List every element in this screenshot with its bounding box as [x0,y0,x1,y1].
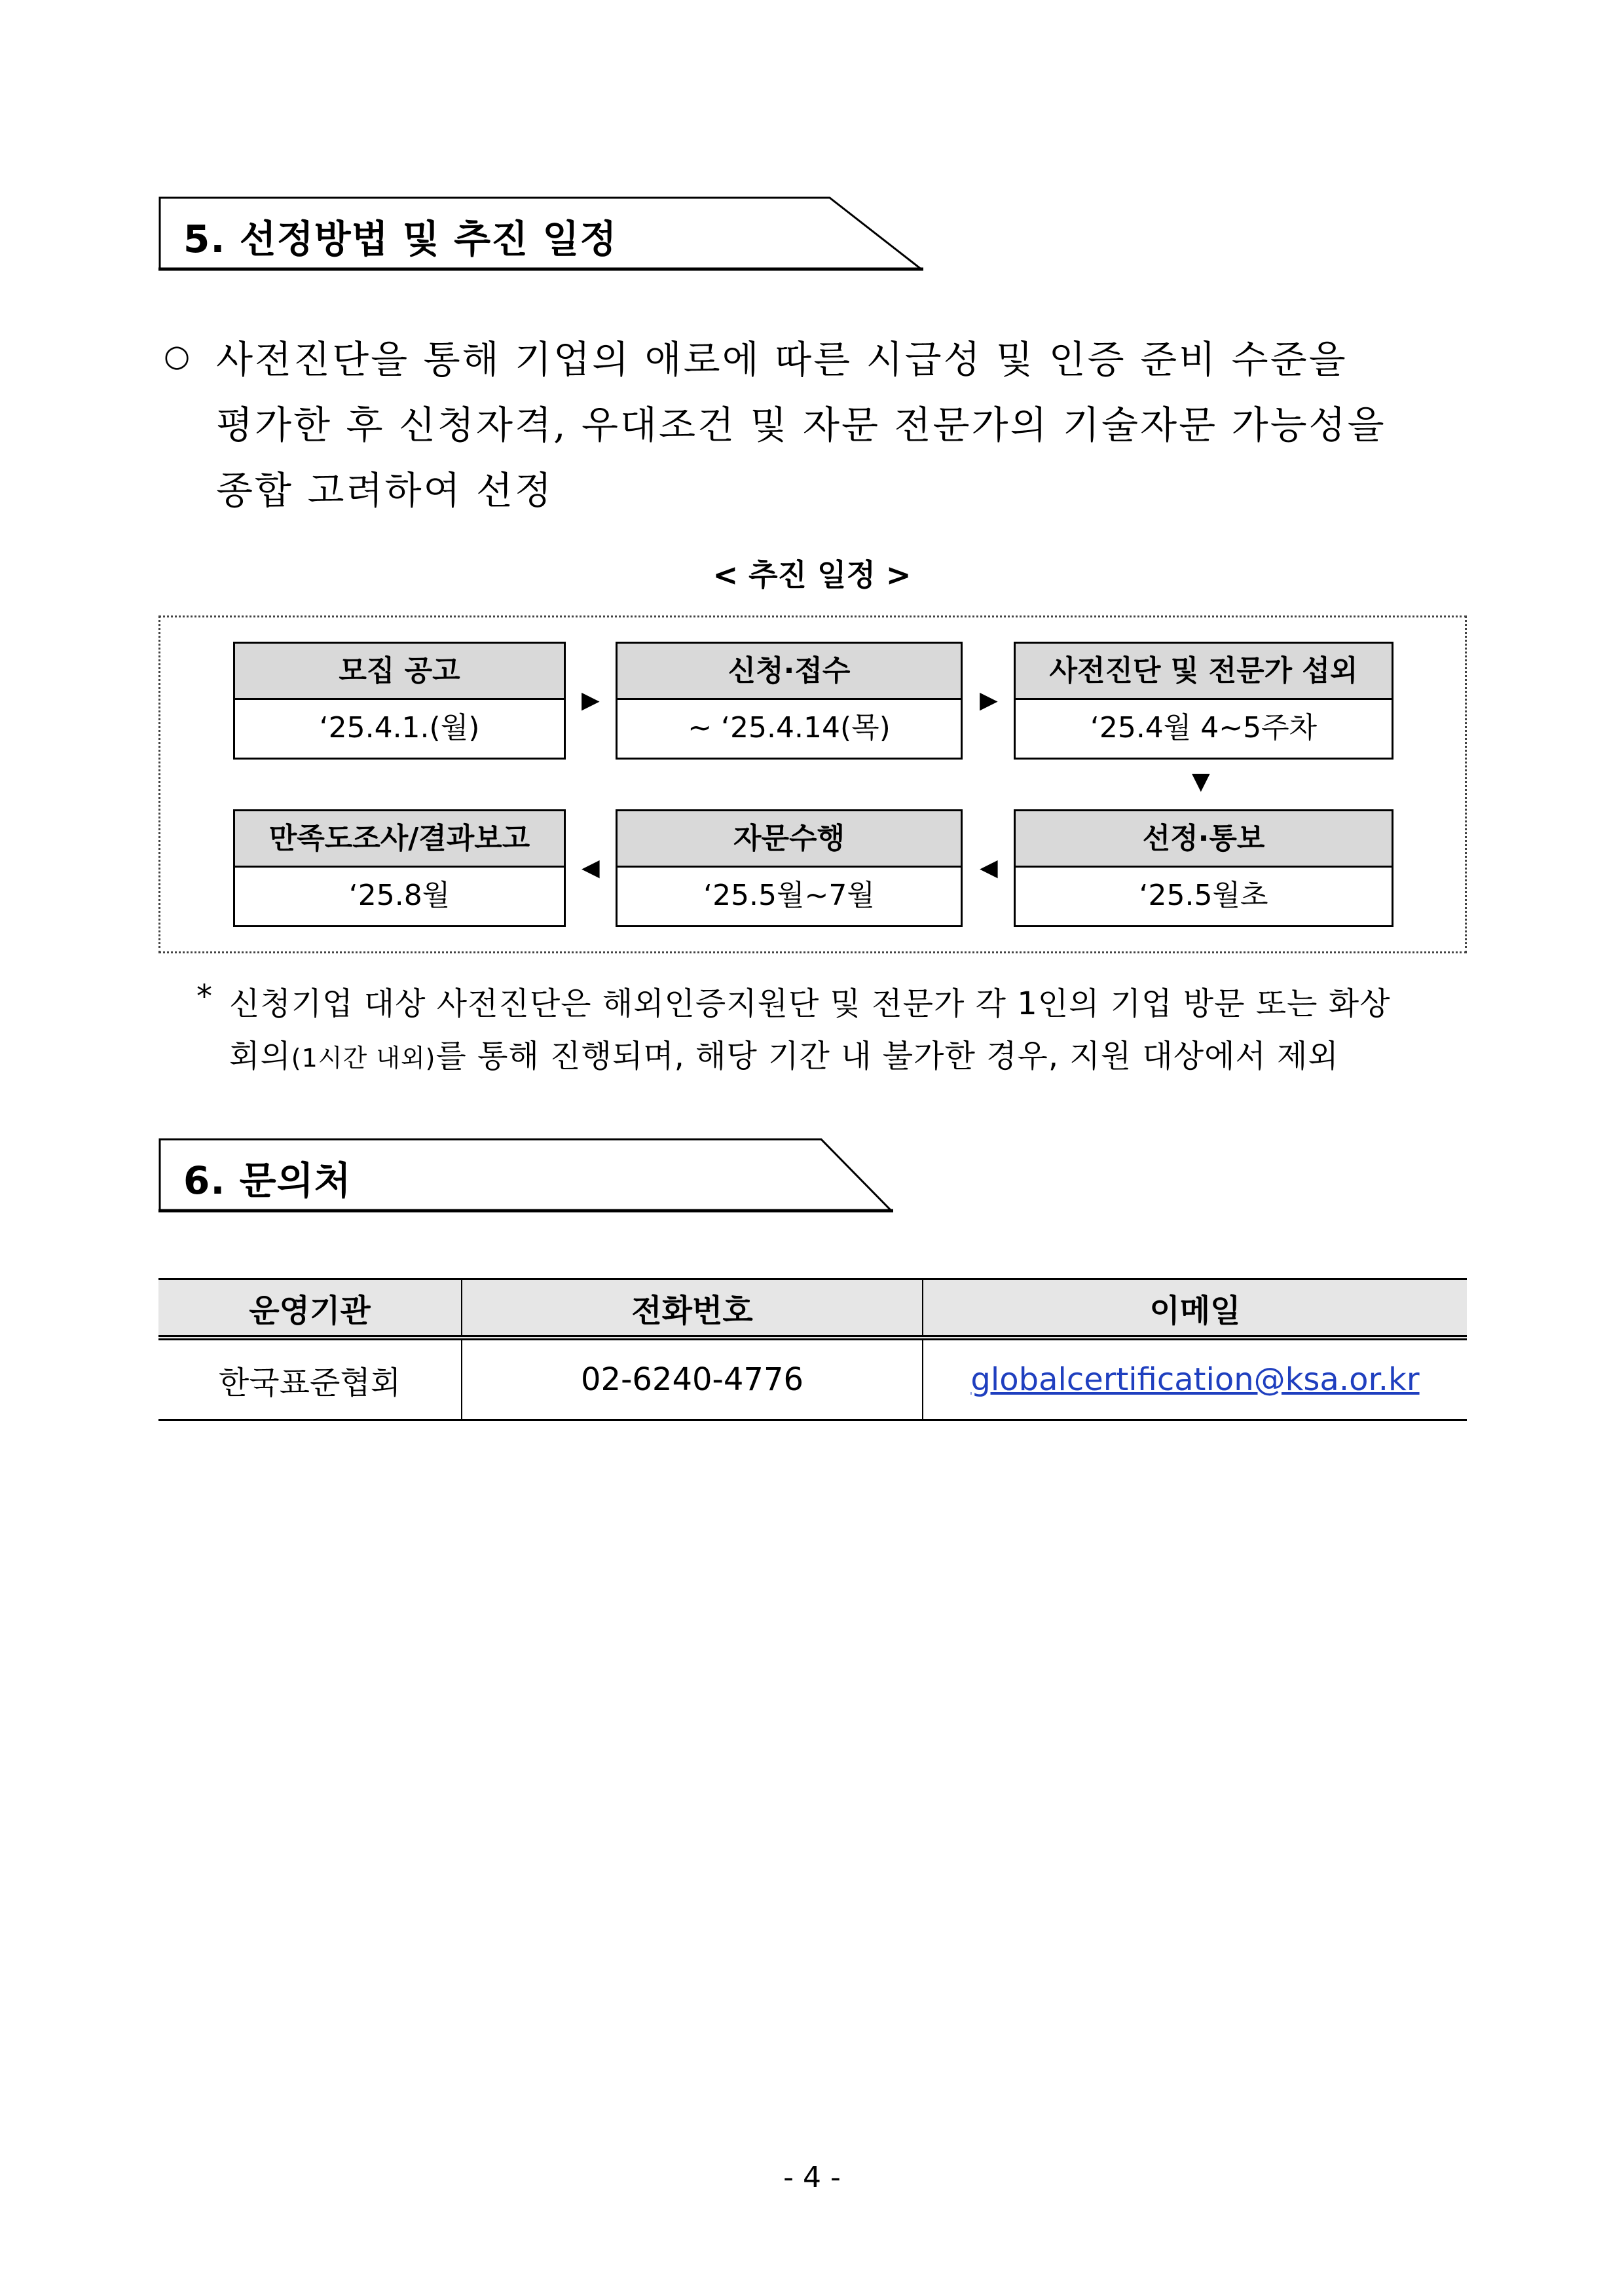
bullet-circle-icon: ○ [164,338,191,373]
note-line-2-end: 를 통해 진행되며, 해당 기간 내 불가한 경우, 지원 대상에서 제외 [435,1038,1339,1074]
step-title: 사전진단 및 전문가 섭외 [1016,644,1392,700]
step-date: ‘25.5월초 [1139,879,1268,912]
step-selection-notice [1014,809,1393,927]
note-line-2 [229,1031,1339,1076]
arrow-right-icon: ▶ [980,687,998,714]
step-title: 선정·통보 [1016,811,1392,868]
note-line-1: 신청기업 대상 사전진단은 해외인증지원단 및 전문가 각 1인의 기업 방문 또는 화상 [229,985,1391,1022]
step-title: 모집 공고 [235,644,564,700]
step-date: ‘25.4.1.(월) [319,711,480,744]
step-date: ‘25.4월 4~5주차 [1090,711,1318,744]
cell-email [923,1338,1467,1420]
arrow-right-icon: ▶ [581,687,600,714]
section-5-title: 5. 선정방법 및 추진 일정 [183,217,618,261]
step-recruit-notice [233,642,566,760]
step-title: 신청·접수 [618,644,961,700]
paragraph-line-1: 사전진단을 통해 기업의 애로에 따른 시급성 및 인증 준비 수준을 [216,337,1348,382]
section-6-header [158,1138,895,1213]
note-mark: * [196,978,213,1015]
step-consulting [616,809,963,927]
step-title: 만족도조사/결과보고 [235,811,564,868]
header-phone: 전화번호 [462,1279,923,1338]
section-5-header [158,196,925,271]
cell-org: 한국표준협회 [158,1338,462,1420]
header-org: 운영기관 [158,1279,462,1338]
arrow-left-icon: ◀ [581,854,600,881]
step-satisfaction-report [233,809,566,927]
arrow-left-icon: ◀ [980,854,998,881]
table-row [158,1338,1467,1420]
contact-table [158,1278,1467,1421]
step-date: ‘25.5월~7월 [703,879,875,912]
step-application [616,642,963,760]
section-6-title: 6. 문의처 [183,1158,352,1203]
paragraph-line-3: 종합 고려하여 선정 [216,468,554,513]
note-line-2-small: (1시간 내외) [291,1044,436,1073]
arrow-down-icon: ▼ [1192,768,1210,795]
table-header-row [158,1279,1467,1338]
step-date: ‘25.8월 [348,879,451,912]
step-title: 자문수행 [618,811,961,868]
schedule-caption: < 추진 일정 > [712,557,912,593]
email-link[interactable]: globalcertification@ksa.or.kr [970,1361,1420,1398]
header-email: 이메일 [923,1279,1467,1338]
step-pre-diagnosis [1014,642,1393,760]
cell-phone: 02-6240-4776 [462,1338,923,1420]
page-number: - 4 - [783,2161,841,2194]
paragraph-line-2: 평가한 후 신청자격, 우대조건 및 자문 전문가의 기술자문 가능성을 [216,403,1386,447]
note-line-2-start: 회의 [229,1038,291,1074]
step-date: ~ ‘25.4.14(목) [688,711,891,744]
